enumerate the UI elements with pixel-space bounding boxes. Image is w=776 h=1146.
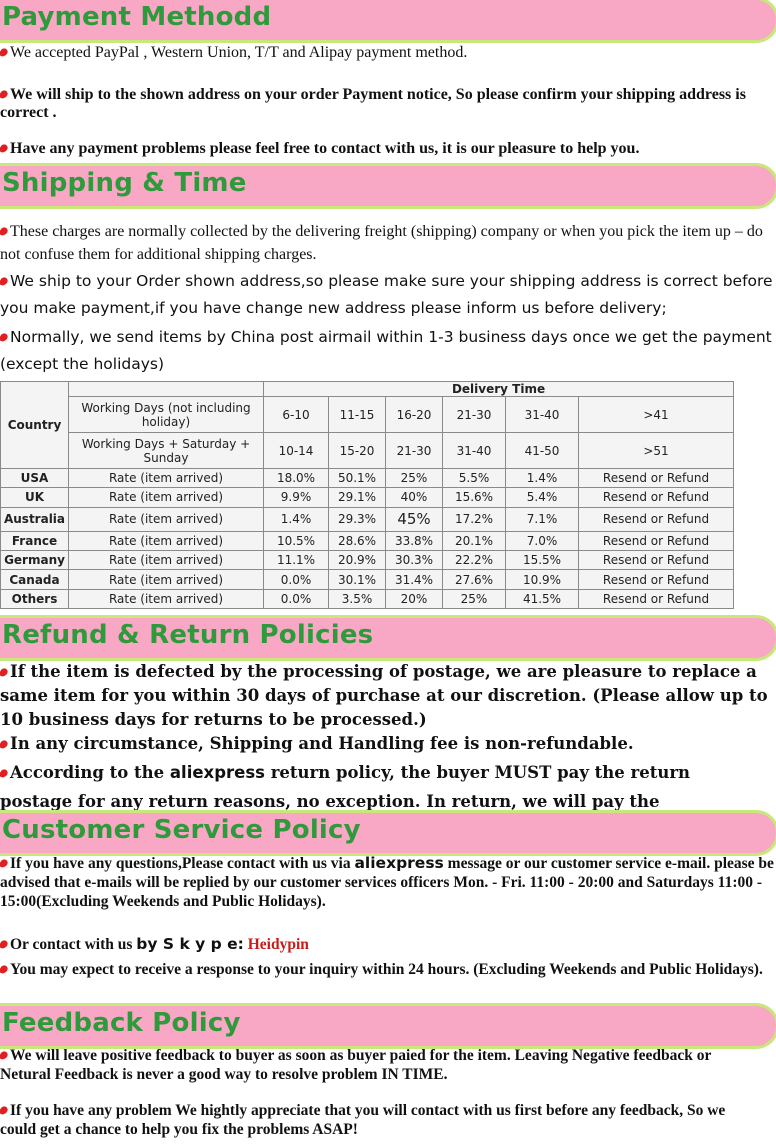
shipping-paragraph-1: These charges are normally collected by the delivering freight (shipping) company or when you pick the item up – do not confuse them for additional shipping charges. [0, 220, 774, 266]
delivery-time-table [0, 381, 734, 609]
red-diamond-bullet-icon [0, 1105, 9, 1116]
country-header: Country [1, 382, 69, 469]
refund-paragraph-3: According to the aliexpress return policy, the buyer MUST pay the return postage for any return reasons, no exception. In return, we will pay the [0, 758, 740, 816]
red-diamond-bullet-icon [0, 226, 9, 237]
range-cell: 31-40 [443, 433, 506, 469]
customer-service-banner [0, 813, 776, 853]
service-paragraph-3: You may expect to receive a response to your inquiry within 24 hours. (Excluding Weekends and Public Holidays). [0, 958, 774, 981]
range-cell: 21-30 [386, 433, 443, 469]
skype-id: Heidypin [247, 936, 309, 953]
table-row: UK Rate (item arrived) 9.9% 29.1% 40% 15.6% 5.4% Resend or Refund [1, 488, 734, 507]
range-cell: 21-30 [443, 397, 506, 433]
red-diamond-bullet-icon [0, 964, 9, 975]
table-row: Germany Rate (item arrived) 11.1% 20.9% 30.3% 22.2% 15.5% Resend or Refund [1, 551, 734, 570]
range-cell: 41-50 [506, 433, 579, 469]
payment-paragraph-1: We accepted PayPal , Western Union, T/T and Alipay payment method. [0, 43, 774, 62]
shipping-title: Shipping & Time [2, 168, 247, 198]
payment-title: Payment Methodd [2, 2, 272, 32]
payment-paragraph-3: Have any payment problems please feel free to contact with us, it is our pleasure to help you. [0, 139, 774, 158]
red-diamond-bullet-icon [0, 939, 9, 950]
refund-banner [0, 618, 776, 658]
payment-banner [0, 0, 776, 40]
range-cell: 6-10 [264, 397, 329, 433]
red-diamond-bullet-icon [0, 667, 9, 678]
range-cell: 10-14 [264, 433, 329, 469]
red-diamond-bullet-icon [0, 332, 9, 343]
refund-paragraph-1: If the item is defected by the processing of postage, we are pleasure to replace a same item for you within 30 days of purchase at our discretion. (Please allow up to 10 business days for returns to be processed.) [0, 660, 776, 732]
table-row: USA Rate (item arrived) 18.0% 50.1% 25% 5.5% 1.4% Resend or Refund [1, 469, 734, 488]
red-diamond-bullet-icon [0, 768, 9, 779]
red-diamond-bullet-icon [0, 739, 9, 750]
range-cell: 16-20 [386, 397, 443, 433]
table-row: Canada Rate (item arrived) 0.0% 30.1% 31.4% 27.6% 10.9% Resend or Refund [1, 570, 734, 589]
red-diamond-bullet-icon [0, 858, 9, 869]
payment-paragraph-2: We will ship to the shown address on your order Payment notice, So please confirm your shipping address is correct . [0, 86, 774, 122]
table-row: Others Rate (item arrived) 0.0% 3.5% 20% 25% 41.5% Resend or Refund [1, 589, 734, 608]
shipping-paragraph-3: Normally, we send items by China post airmail within 1-3 business days once we get the payment (except the holidays) [0, 324, 774, 378]
range-cell: 11-15 [329, 397, 386, 433]
service-paragraph-2: Or contact with us by S k y p e: Heidypin [0, 935, 774, 954]
range-cell: 15-20 [329, 433, 386, 469]
customer-service-title: Customer Service Policy [2, 815, 361, 845]
working-days-label: Working Days (not including holiday) [69, 397, 264, 433]
red-diamond-bullet-icon [0, 89, 9, 100]
working-days-weekend-label: Working Days + Saturday + Sunday [69, 433, 264, 469]
range-cell: 31-40 [506, 397, 579, 433]
refund-title: Refund & Return Policies [2, 620, 374, 650]
refund-paragraph-2: In any circumstance, Shipping and Handling fee is non-refundable. [0, 731, 774, 756]
red-diamond-bullet-icon [0, 276, 9, 287]
shipping-banner [0, 166, 776, 206]
red-diamond-bullet-icon [0, 47, 9, 58]
shipping-paragraph-2: We ship to your Order shown address,so please make sure your shipping address is correct before you make payment,if you have change new address please inform us before delivery; [0, 268, 774, 322]
feedback-paragraph-2: If you have any problem We hightly appreciate that you will contact with us first before any feedback, So we could get a chance to help you fix the problems ASAP! [0, 1101, 745, 1139]
range-cell: >41 [579, 397, 734, 433]
range-cell: >51 [579, 433, 734, 469]
feedback-paragraph-1: We will leave positive feedback to buyer as soon as buyer paied for the item. Leaving Negative feedback or Netural Feedback is never a good way to resolve problem IN TIME. [0, 1046, 740, 1084]
red-diamond-bullet-icon [0, 143, 9, 154]
service-paragraph-1: If you have any questions,Please contact with us via aliexpress message or our customer service e-mail. please be advised that e-mails will be replied by our customer services officers Mon. - Fri. 11:00 - 20:00 and Saturdays 11:00 - 15:00(Excluding Weekends and Public Holidays). [0, 854, 774, 911]
table-row: Australia Rate (item arrived) 1.4% 29.3% 45% 17.2% 7.1% Resend or Refund [1, 507, 734, 531]
red-diamond-bullet-icon [0, 1050, 9, 1061]
table-row: France Rate (item arrived) 10.5% 28.6% 33.8% 20.1% 7.0% Resend or Refund [1, 531, 734, 550]
feedback-banner [0, 1006, 776, 1046]
feedback-title: Feedback Policy [2, 1008, 241, 1038]
delivery-time-header: Delivery Time [264, 382, 734, 397]
